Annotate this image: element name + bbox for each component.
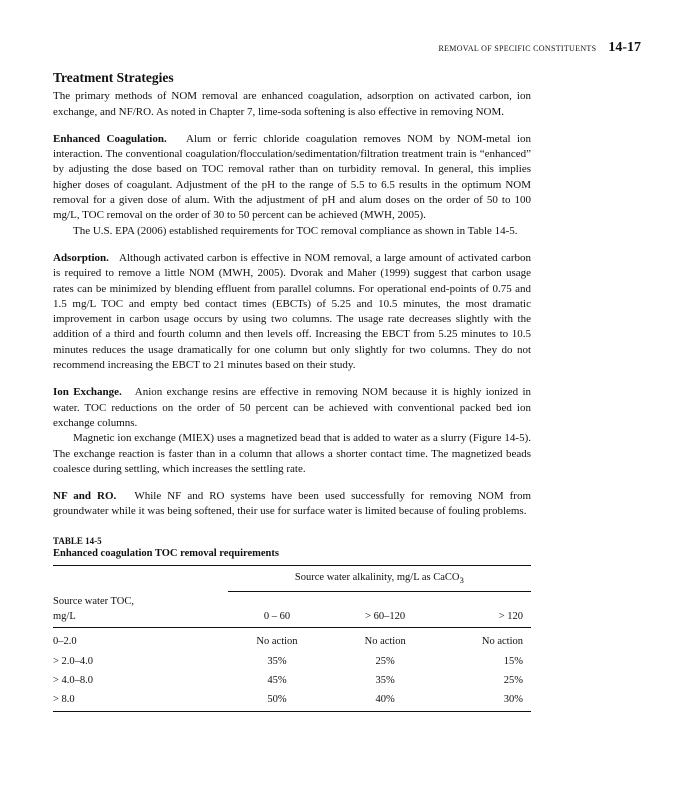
ion-exchange-text: Anion exchange resins are effective in removing NOM because it is highly ionized in water. TOC reductions on the order of 50 percent can be achieved with conventional packed bed ion exchange columns. (53, 386, 532, 429)
page-number: 14-17 (608, 40, 641, 55)
ion-exchange-paragraph (53, 385, 531, 431)
table-cell: 25% (375, 655, 395, 667)
table-cell: 45% (267, 674, 287, 686)
toc-header-line2: mg/L (53, 610, 76, 622)
alkalinity-header-text: Source water alkalinity, mg/L as CaCO (294, 571, 460, 583)
table-cell: > 2.0–4.0 (53, 655, 94, 667)
table-cell: 25% (503, 674, 523, 686)
table-cell: 15% (503, 655, 523, 667)
table-cell: 35% (375, 674, 395, 686)
table-cell: 50% (228, 690, 326, 712)
toc-header (53, 592, 228, 628)
enhanced-coagulation-paragraph (53, 132, 531, 224)
table-cell: No action (256, 636, 298, 648)
table-cell: No action (364, 636, 406, 648)
table-cell: 0–2.0 (53, 636, 77, 648)
table-row (53, 671, 531, 690)
column-header: 0 – 60 (228, 592, 326, 628)
section-heading: Treatment Strategies (53, 70, 174, 85)
table-cell: 35% (267, 655, 287, 667)
table-title: Enhanced coagulation TOC removal requirements (53, 547, 279, 559)
running-head-section: REMOVAL OF SPECIFIC CONSTITUENTS (438, 44, 597, 53)
alkalinity-header (228, 566, 531, 592)
ion-exchange-title: Ion Exchange. (53, 386, 122, 399)
table-row (53, 652, 531, 671)
adsorption-paragraph (53, 251, 531, 373)
table-cell: 40% (326, 690, 444, 712)
alkalinity-header-subscript: 3 (459, 574, 464, 585)
nf-ro-paragraph (53, 489, 531, 520)
table-label: TABLE 14-5 (53, 535, 102, 546)
miex-paragraph: Magnetic ion exchange (MIEX) uses a magnetized bead that is added to water as a slurry (Figure 14-5). The exchange reaction is faster than in a column that allows a shorter contact time. The magnetized beads coalesce during settling, which increases the settling rate. (53, 432, 531, 475)
table-cell: No action (481, 636, 523, 648)
main-content (53, 70, 531, 712)
table-cell: > 4.0–8.0 (53, 674, 94, 686)
adsorption-text: Although activated carbon is effective in NOM removal, a large amount of activated carbon is required to remove a little NOM (MWH, 2005). Dvorak and Maher (1999) suggest that carbon usage rates can be minimized by blending effluent from parallel columns. For operational end-points of 0.75 and 1.5 mg/L TOC and empty bed contact times (EBCTs) of 5.25 and 10.5 minutes, the most dramatic improvement in carbon usage occurs by using two columns. The usage rate decreases slightly with the addition of a third and fourth column and then levels off. Increasing the EBCT from 5.25 minutes to 10.5 minutes reduces the usage dramatically for one column but only slightly for two columns. They do not recommend increasing the EBCT to 21 minutes based on their study. (53, 251, 531, 372)
nf-ro-text: While NF and RO systems have been used successfully for removing NOM from groundwater while it was being softened, their use for surface water is limited because of fouling problems. (53, 490, 531, 518)
nf-ro-title: NF and RO. (53, 490, 117, 503)
enhanced-coagulation-title: Enhanced Coagulation. (53, 132, 167, 145)
column-header: > 120 (444, 592, 531, 628)
toc-header-line1: Source water TOC, (53, 595, 134, 607)
toc-removal-table (53, 565, 531, 713)
table-row (53, 690, 531, 712)
epa-paragraph: The U.S. EPA (2006) established requirements for TOC removal compliance as shown in Table 14-5. (73, 224, 518, 237)
running-head (438, 40, 641, 56)
enhanced-coagulation-text: Alum or ferric chloride coagulation removes NOM by NOM-metal ion interaction. The conventional coagulation/flocculation/sedimentation/filtration treatment train is “enhanced” by adjusting the dose based on TOC removal rather than on turbidity removal. In general, this implies higher doses of coagulant. Adjustment of the pH to the range of 5.5 to 6.5 results in the optimum NOM removal for a given dose of alum. With the adjustment of pH and alum doses on the order of 50 to 100 mg/L, TOC removal on the order of 30 to 50 percent can be achieved (MWH, 2005). (53, 132, 532, 222)
adsorption-title: Adsorption. (53, 251, 109, 264)
table-cell: 30% (444, 690, 531, 712)
intro-paragraph: The primary methods of NOM removal are enhanced coagulation, adsorption on activated carbon, ion exchange, and NF/RO. As noted in Chapter 7, lime-soda softening is also effective in removing NOM. (53, 90, 531, 118)
table-row (53, 628, 531, 652)
table-cell: > 8.0 (53, 690, 228, 712)
column-header: > 60–120 (326, 592, 444, 628)
table-header-row (53, 592, 531, 628)
